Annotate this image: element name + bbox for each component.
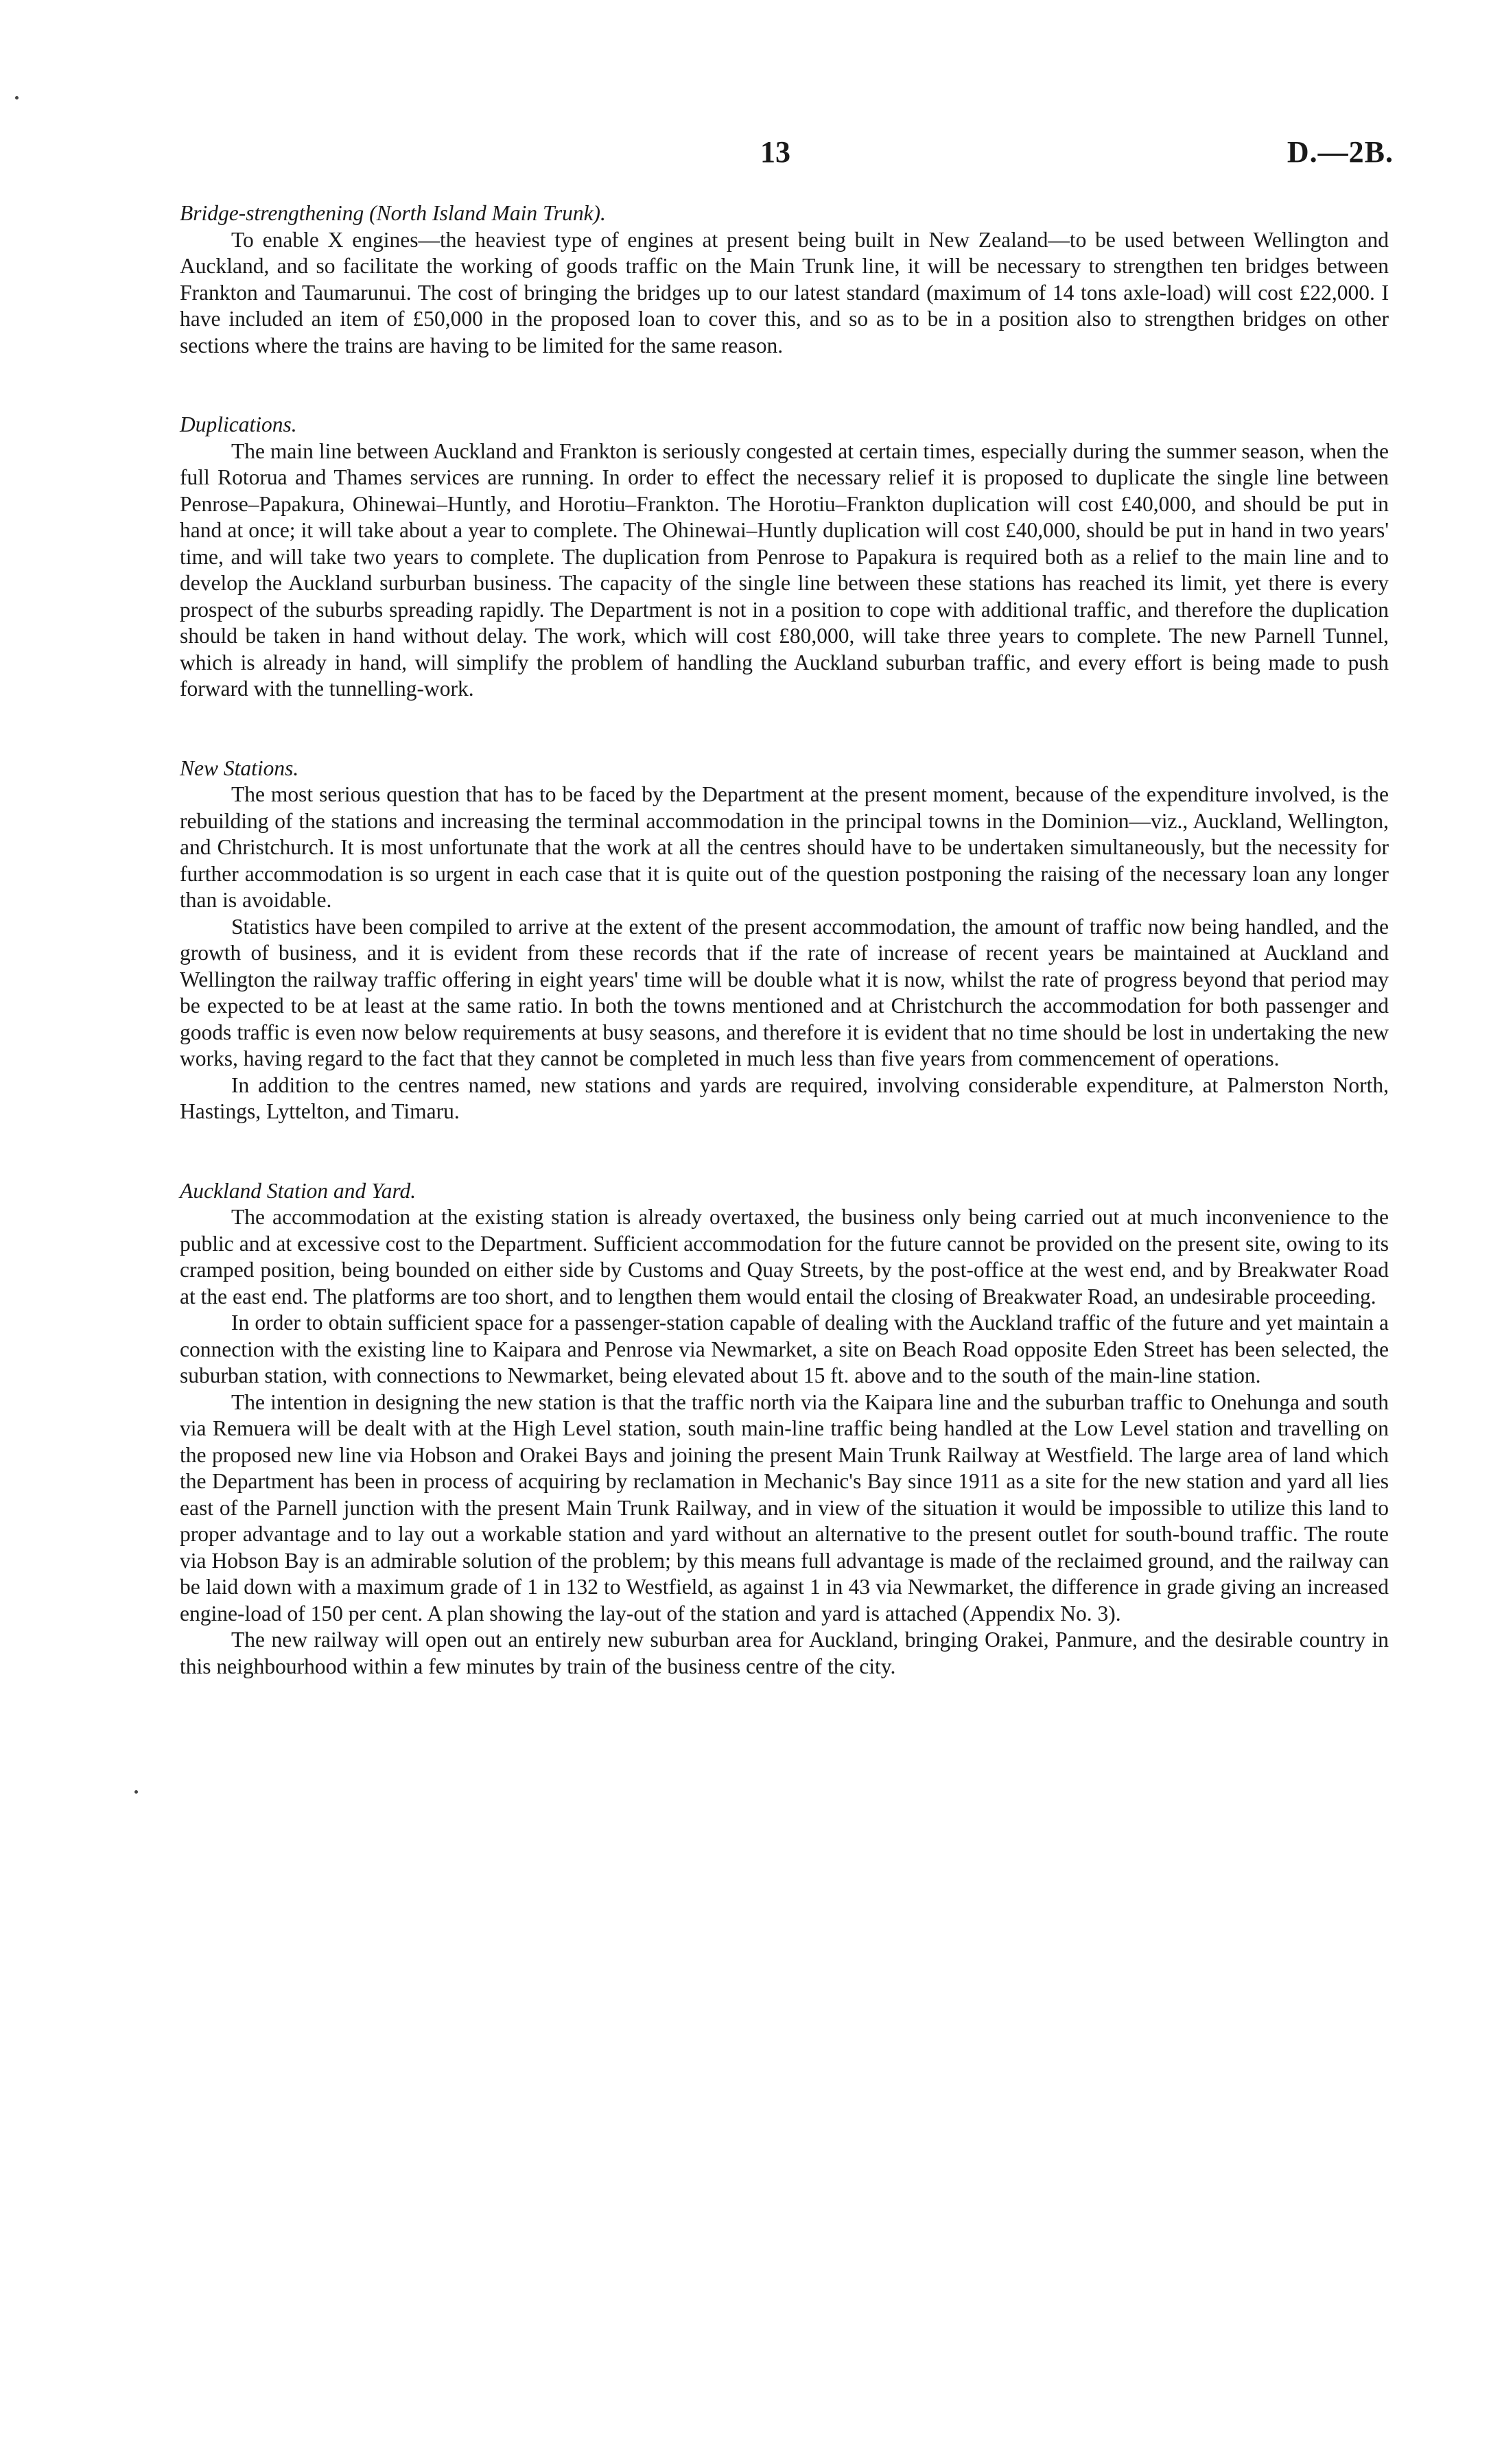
- section-new-stations: [180, 755, 1389, 1125]
- section-heading: Auckland Station and Yard.: [180, 1178, 416, 1203]
- section-heading: Bridge-strengthening (North Island Main Trunk).: [180, 201, 606, 225]
- paragraph: The main line between Auckland and Frankton is seriously congested at certain times, especially during the summer season, when the full Rotorua and Thames services are running. In order to effect the necessary relief it is proposed to duplicate the single line between Penrose–Papakura, Ohinewai–Huntly, and Horotiu–Frankton. The Horotiu–Frankton duplication will cost £40,000, and should be put in hand at once; it will take about a year to complete. The Ohinewai–Huntly duplication will cost £40,000, should be put in hand in two years' time, and will take two years to complete. The duplication from Penrose to Papakura is required both as a relief to the main line and to develop the Auckland surburban business. The capacity of the single line between these stations has reached its limit, yet there is every prospect of the suburbs spreading rapidly. The Department is not in a position to cope with additional traffic, and therefore the duplication should be taken in hand without delay. The work, which will cost £80,000, will take three years to complete. The new Parnell Tunnel, which is already in hand, will simplify the problem of handling the Auckland suburban traffic, and every effort is being made to push forward with the tunnelling-work.: [180, 438, 1389, 701]
- paragraph: The intention in designing the new station is that the traffic north via the Kaipara line and the suburban traffic to Onehunga and south via Remuera will be dealt with at the High Level station, south main-line traffic being handled at the Low Level station and travelling on the proposed new line via Hobson and Orakei Bays and joining the present Main Trunk Railway at Westfield. The large area of land which the Department has been in process of acquiring by reclamation in Mechanic's Bay since 1911 as a site for the new station and yard all lies east of the Parnell junction with the present Main Trunk Railway, and in view of the situation it would be impossible to utilize this land to proper advantage and to lay out a workable station and yard without an alternative to the present outlet for south-bound traffic. The route via Hobson Bay is an admirable solution of the problem; by this means full advantage is made of the reclaimed ground, and the railway can be laid down with a maximum grade of 1 in 132 to Westfield, as against 1 in 43 via Newmarket, the difference in grade giving an increased engine-load of 150 per cent. A plan showing the lay-out of the station and yard is attached (Appendix No. 3).: [180, 1389, 1389, 1626]
- paragraph: The accommodation at the existing station is already overtaxed, the business only being carried out at much inconvenience to the public and at excessive cost to the Department. Sufficient accommodation for the future cannot be provided on the present site, owing to its cramped position, being bounded on either side by Customs and Quay Streets, by the post-office at the west end, and by Breakwater Road at the east end. The platforms are too short, and to lengthen them would entail the closing of Breakwater Road, an undesirable proceeding.: [180, 1205, 1389, 1309]
- section-auckland-station-and-yard: [180, 1178, 1389, 1680]
- paragraph: To enable X engines—the heaviest type of engines at present being built in New Zealand—to be used between Wellington and Auckland, and so facilitate the working of goods traffic on the Main Trunk line, it will be necessary to strengthen ten bridges between Frankton and Taumarunui. The cost of bringing the bridges up to our latest standard (maximum of 14 tons axle-load) will cost £22,000. I have included an item of £50,000 in the proposed loan to cover this, and so as to be in a position also to strengthen bridges on other sections where the trains are having to be limited for the same reason.: [180, 227, 1389, 357]
- document-reference: D.—2B.: [1287, 135, 1394, 169]
- section-bridge-strengthening: [180, 200, 1389, 359]
- section-heading: New Stations.: [180, 755, 299, 780]
- scan-speck: [15, 96, 19, 99]
- page-number: 13: [760, 135, 790, 169]
- paragraph: In addition to the centres named, new stations and yards are required, involving considerable expenditure, at Palmerston North, Hastings, Lyttelton, and Timaru.: [180, 1072, 1389, 1123]
- paragraph: The most serious question that has to be faced by the Department at the present moment, because of the expenditure involved, is the rebuilding of the stations and increasing the terminal accommodation in the principal towns in the Dominion—viz., Auckland, Wellington, and Christchurch. It is most unfortunate that the work at all the centres should have to be undertaken simultaneously, but the necessity for further accommodation is so urgent in each case that it is quite out of the question postponing the raising of the necessary loan any longer than is avoidable.: [180, 782, 1389, 912]
- page-body: [180, 200, 1389, 1733]
- paragraph: The new railway will open out an entirely new suburban area for Auckland, bringing Orakei, Panmure, and the desirable country in this neighbourhood within a few minutes by train of the business centre of the city.: [180, 1628, 1389, 1678]
- section-duplications: [180, 412, 1389, 703]
- paragraph: In order to obtain sufficient space for a passenger-station capable of dealing with the Auckland traffic of the future and yet maintain a connection with the existing line to Kaipara and Penrose via Newmarket, a site on Beach Road opposite Eden Street has been selected, the suburban station, with connections to Newmarket, being elevated about 15 ft. above and to the south of the main-line station.: [180, 1311, 1389, 1387]
- page-header: [0, 134, 1491, 176]
- scan-speck: [134, 1790, 138, 1794]
- section-heading: Duplications.: [180, 412, 297, 436]
- paragraph: Statistics have been compiled to arrive at the extent of the present accommodation, the amount of traffic now being handled, and the growth of business, and it is evident from these records that if the rate of increase of recent years be maintained at Auckland and Wellington the railway traffic offering in eight years' time will be double what it is now, whilst the rate of progress beyond that period may be expected to be at least at the same ratio. In both the towns mentioned and at Christchurch the accommodation for both passenger and goods traffic is even now below requirements at busy seasons, and therefore it is evident that no time should be lost in undertaking the new works, having regard to the fact that they cannot be completed in much less than five years from commencement of operations.: [180, 914, 1389, 1070]
